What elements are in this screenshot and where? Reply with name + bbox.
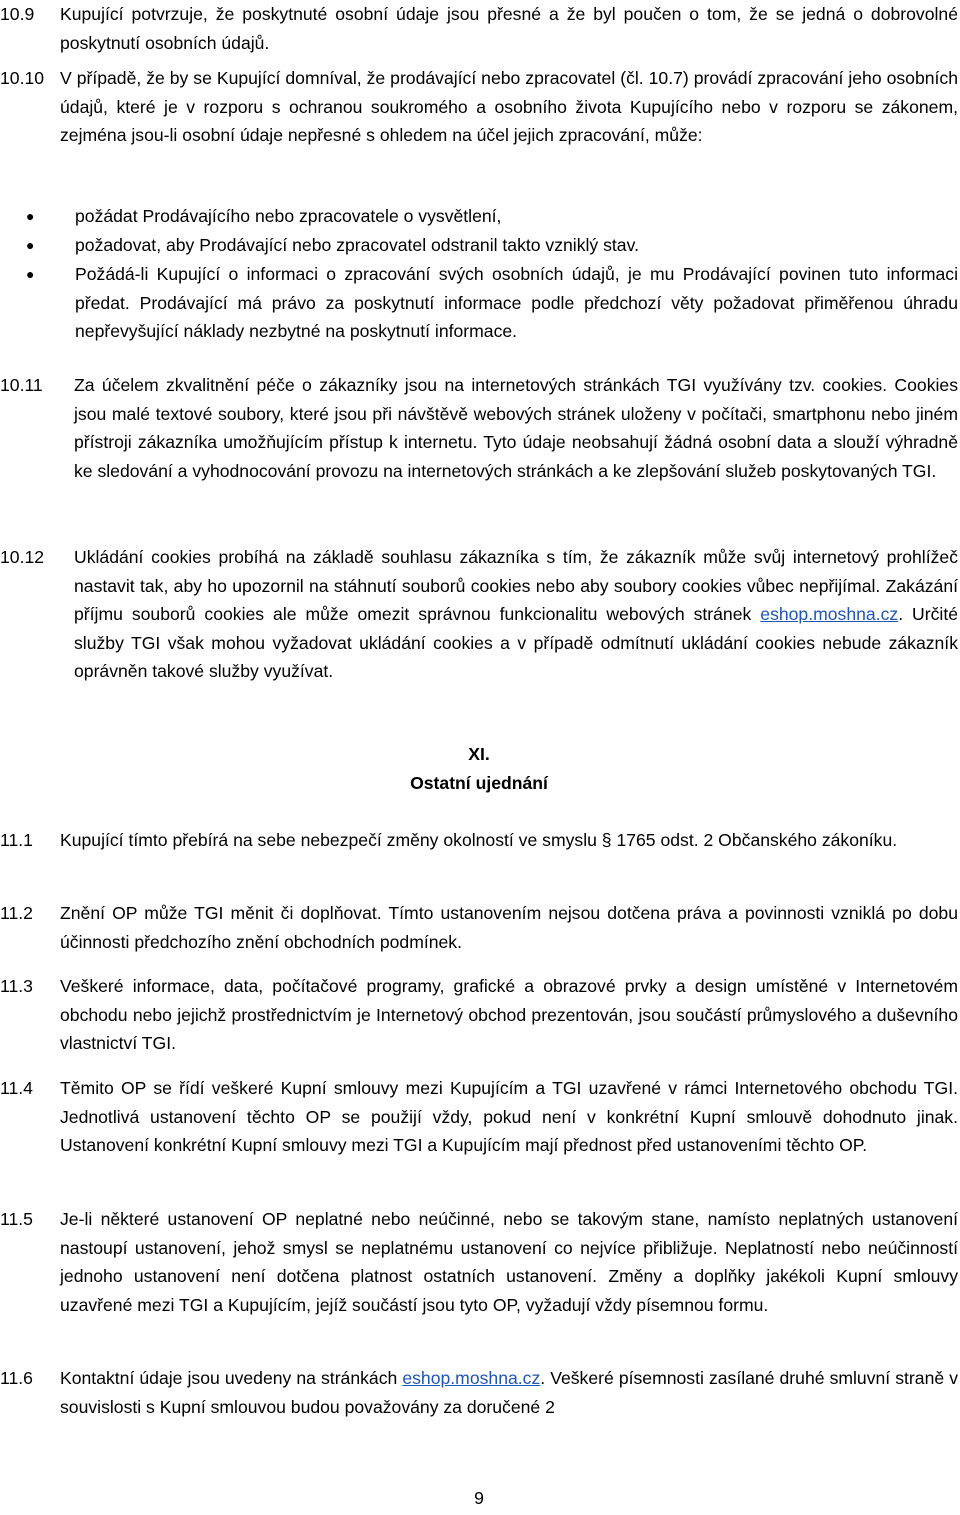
clause-number: 10.11 (0, 375, 43, 395)
eshop-link[interactable]: eshop.moshna.cz (402, 1368, 541, 1388)
clause-number: 11.4 (0, 1078, 33, 1098)
clause-number: 11.5 (0, 1209, 33, 1229)
clause-text: Znění OP může TGI měnit či doplňovat. Tímto ustanovením nejsou dotčena práva a povinnosti vzniklá po dobu účinnosti předchozího znění obchodních podmínek. (60, 903, 958, 952)
clause-11-4 (0, 1074, 958, 1160)
clause-text (60, 1364, 958, 1421)
list-item-text: požádat Prodávajícího nebo zpracovatele o vysvětlení, (75, 206, 502, 226)
clause-text (74, 543, 958, 686)
clause-10-12 (0, 543, 958, 686)
list-item-text: Požádá-li Kupující o informaci o zpracování svých osobních údajů, je mu Prodávající povinen tuto informaci předat. Prodávající má právo za poskytnutí informace podle předchozí věty požadovat přiměřenou úhradu nepřevyšující náklady nezbytné na poskytnutí informace. (75, 264, 958, 342)
clause-number: 11.2 (0, 903, 33, 923)
clause-text-part: Kontaktní údaje jsou uvedeny na stránkách (60, 1368, 403, 1388)
list-item (0, 231, 958, 260)
clause-text-part: . Veškeré písemnosti zasílané druhé smluvní straně v souvislosti s Kupní smlouvou budou považovány za doručené 2 (60, 1368, 958, 1417)
clause-text-part: . Určité služby TGI však mohou vyžadovat ukládání cookies a v případě odmítnutí ukládání cookies nebude zákazník oprávněn takové služby využívat. (74, 604, 958, 682)
clause-number: 10.10 (0, 68, 45, 88)
page-number: 9 (474, 1488, 484, 1508)
clause-text: Za účelem zkvalitnění péče o zákazníky jsou na internetových stránkách TGI využívány tzv. cookies. Cookies jsou malé textové soubory, které jsou při návštěvě webových stránek uloženy v počítači, smartphonu nebo jiném přístroji zákazníka umožňujícím přístup k internetu. Tyto údaje neobsahují žádná osobní data a slouží výhradně ke sledování a vyhodnocování provozu na internetových stránkách a ke zlepšování služeb poskytovaných TGI. (74, 375, 958, 481)
clause-text: Kupující potvrzuje, že poskytnuté osobní údaje jsou přesné a že byl poučen o tom, že se jedná o dobrovolné poskytnutí osobních údajů. (60, 4, 958, 53)
clause-11-5 (0, 1205, 958, 1319)
clause-number: 10.9 (0, 4, 35, 24)
eshop-link[interactable]: eshop.moshna.cz (760, 604, 899, 625)
section-title: Ostatní ujednání (410, 773, 548, 793)
clause-text-part: Ukládání cookies probíhá na základě souhlasu zákazníka s tím, že zákazník může svůj internetový prohlížeč nastavit tak, aby ho upozornil na stáhnutí souborů cookies nebo aby soubory cookies vůbec nepřijímal. Zakázání příjmu souborů cookies ale může omezit správnou funkcionalitu webových stránek (74, 547, 958, 625)
list-item-text: požadovat, aby Prodávající nebo zpracovatel odstranil takto vzniklý stav. (75, 235, 639, 255)
clause-text: Je-li některé ustanovení OP neplatné nebo neúčinné, nebo se takovým stane, namísto neplatných ustanovení nastoupí ustanovení, jehož smysl se neplatnému ustanovení co nejvíce přibližuje. Neplatností nebo neúčinností jednoho ustanovení není dotčena platnost ostatních ustanovení. Změny a doplňky jakékoli Kupní smlouvy uzavřené mezi TGI a Kupujícím, jejíž součástí jsou tyto OP, vyžadují vždy písemnou formu. (60, 1209, 958, 1315)
bullet-icon: ● (26, 266, 35, 282)
section-roman-numeral: XI. (468, 744, 490, 764)
clause-text: Těmito OP se řídí veškeré Kupní smlouvy mezi Kupujícím a TGI uzavřené v rámci Internetového obchodu TGI. Jednotlivá ustanovení těchto OP se použijí vždy, pokud není v konkrétní Kupní smlouvě dohodnuto jinak. Ustanovení konkrétní Kupní smlouvy mezi TGI a Kupujícím mají přednost před ustanoveními těchto OP. (60, 1078, 958, 1156)
clause-11-1 (0, 826, 958, 855)
clause-number: 10.12 (0, 547, 45, 567)
clause-10-11 (0, 371, 958, 485)
clause-text: V případě, že by se Kupující domníval, že prodávající nebo zpracovatel (čl. 10.7) provádí zpracování jeho osobních údajů, které je v rozporu s ochranou soukromého a osobního života Kupujícího nebo v rozporu se zákonem, zejména jsou-li osobní údaje nepřesné s ohledem na účel jejich zpracování, může: (60, 68, 958, 146)
clause-10-10 (0, 64, 958, 150)
clause-11-6 (0, 1364, 958, 1421)
bullet-icon: ● (26, 237, 35, 253)
clause-number: 11.1 (0, 830, 33, 850)
clause-text: Kupující tímto přebírá na sebe nebezpečí změny okolností ve smyslu § 1765 odst. 2 Občanského zákoníku. (60, 830, 898, 850)
clause-number: 11.6 (0, 1368, 33, 1388)
list-item (0, 202, 958, 231)
bullet-icon: ● (26, 208, 35, 224)
list-item (0, 260, 958, 346)
clause-11-3 (0, 972, 958, 1058)
clause-11-2 (0, 899, 958, 956)
clause-text: Veškeré informace, data, počítačové programy, grafické a obrazové prvky a design umístěné v Internetovém obchodu nebo jejichž prostřednictvím je Internetový obchod prezentován, jsou součástí průmyslového a duševního vlastnictví TGI. (60, 976, 958, 1054)
clause-10-9 (0, 0, 958, 57)
clause-number: 11.3 (0, 976, 33, 996)
